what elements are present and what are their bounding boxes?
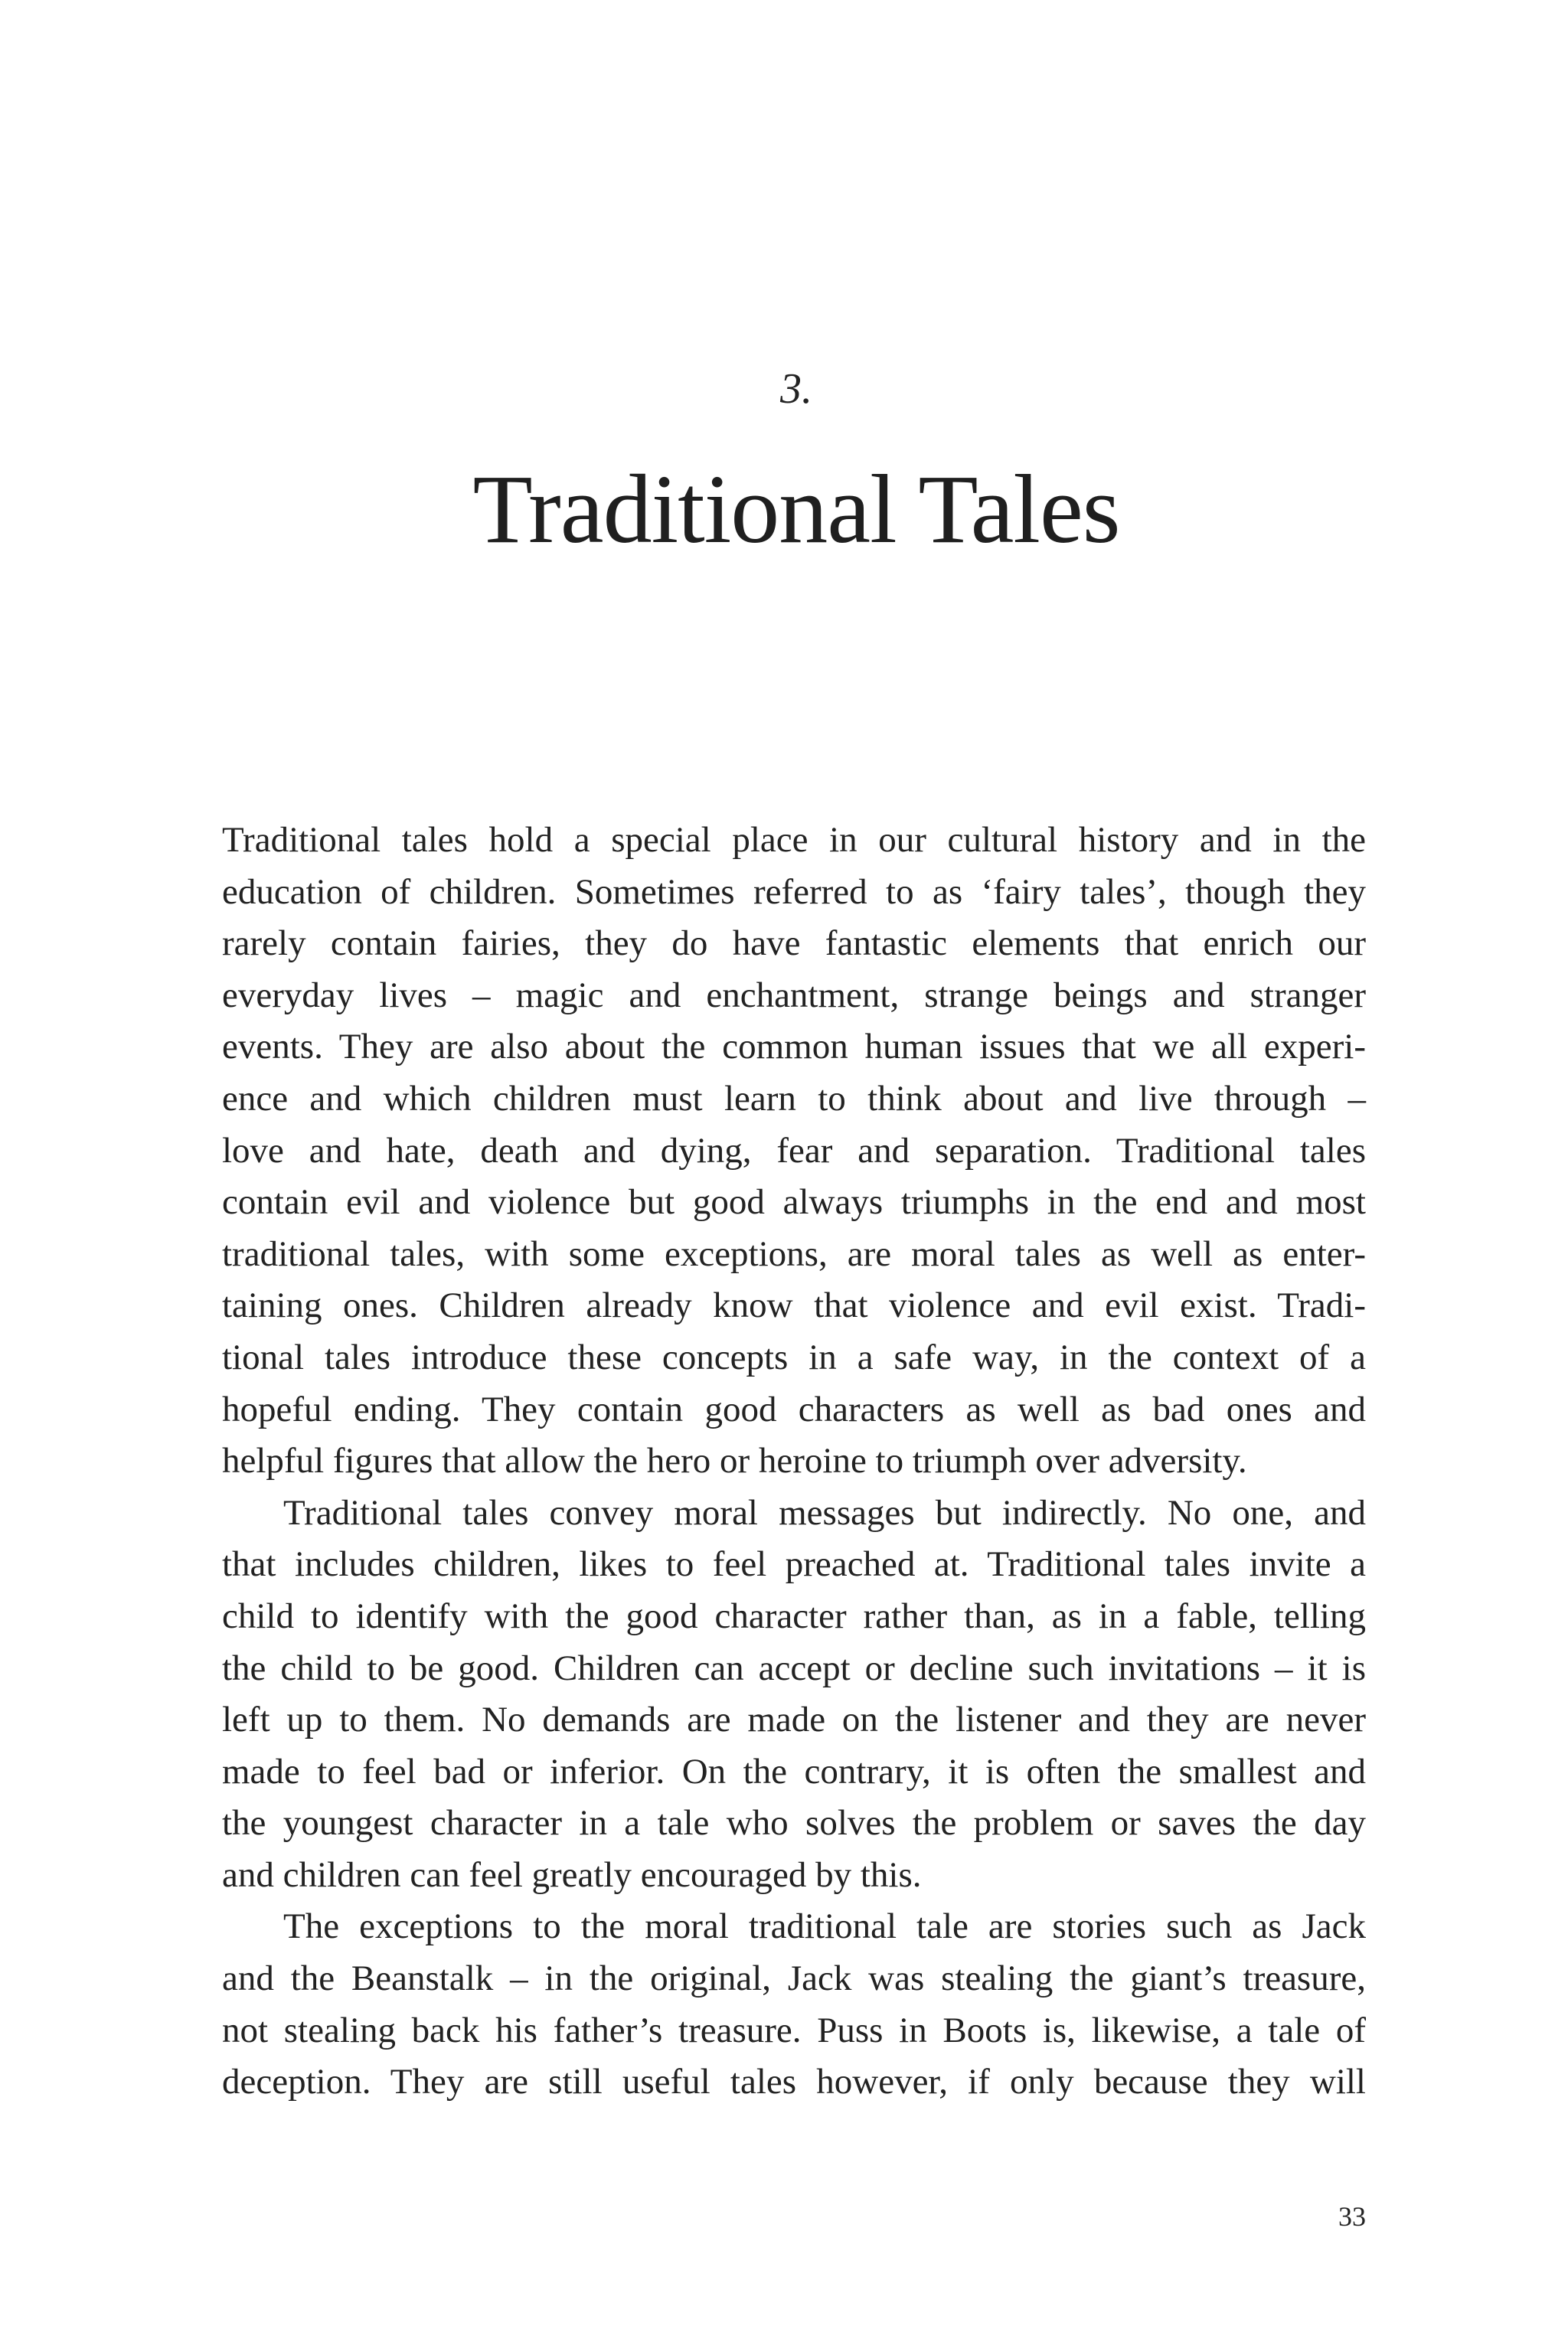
text-line: and children can feel greatly encouraged by this. [222, 1854, 922, 1895]
chapter-number: 3. [780, 365, 812, 413]
text-line: hopeful ending. They contain good characters as well as bad ones and [222, 1389, 1366, 1429]
text-line: contain evil and violence but good always triumphs in the end and most [222, 1182, 1366, 1223]
text-line: The exceptions to the moral traditional tale are stories such as Jack [283, 1906, 1366, 1947]
text-line: ence and which children must learn to think about and live through – [222, 1078, 1366, 1119]
text-line: helpful figures that allow the hero or heroine to triumph over adversity. [222, 1441, 1247, 1481]
page-number: 33 [1338, 2201, 1366, 2232]
body-text [222, 815, 1366, 2109]
chapter-title: Traditional Tales [472, 455, 1120, 564]
text-line: the youngest character in a tale who solves the problem or saves the day [222, 1803, 1366, 1844]
text-line: Traditional tales hold a special place in our cultural history and in the [222, 820, 1366, 860]
text-line: child to identify with the good character rather than, as in a fable, telling [222, 1596, 1366, 1636]
text-line: made to feel bad or inferior. On the contrary, it is often the smallest and [222, 1751, 1366, 1792]
text-line: tional tales introduce these concepts in a safe way, in the context of a [222, 1337, 1366, 1377]
text-line: education of children. Sometimes referred to as ‘fairy tales’, though they [222, 871, 1366, 912]
text-line: left up to them. No demands are made on the listener and they are never [222, 1700, 1366, 1740]
text-line: everyday lives – magic and enchantment, strange beings and stranger [222, 975, 1366, 1015]
text-line: love and hate, death and dying, fear and separation. Traditional tales [222, 1130, 1366, 1171]
text-line: taining ones. Children already know that violence and evil exist. Tradi- [222, 1285, 1366, 1326]
text-line: traditional tales, with some exceptions, are moral tales as well as enter- [222, 1233, 1366, 1274]
text-line: Traditional tales convey moral messages but indirectly. No one, and [283, 1492, 1366, 1533]
text-line: that includes children, likes to feel preached at. Traditional tales invite a [222, 1544, 1366, 1585]
text-line: events. They are also about the common human issues that we all experi- [222, 1027, 1366, 1067]
text-line: not stealing back his father’s treasure. Puss in Boots is, likewise, a tale of [222, 2010, 1366, 2050]
text-line: and the Beanstalk – in the original, Jack was stealing the giant’s treasure, [222, 1958, 1366, 1999]
text-line: deception. They are still useful tales however, if only because they will [222, 2062, 1366, 2102]
text-line: the child to be good. Children can accept or decline such invitations – it is [222, 1648, 1366, 1688]
text-line: rarely contain fairies, they do have fantastic elements that enrich our [222, 923, 1366, 964]
